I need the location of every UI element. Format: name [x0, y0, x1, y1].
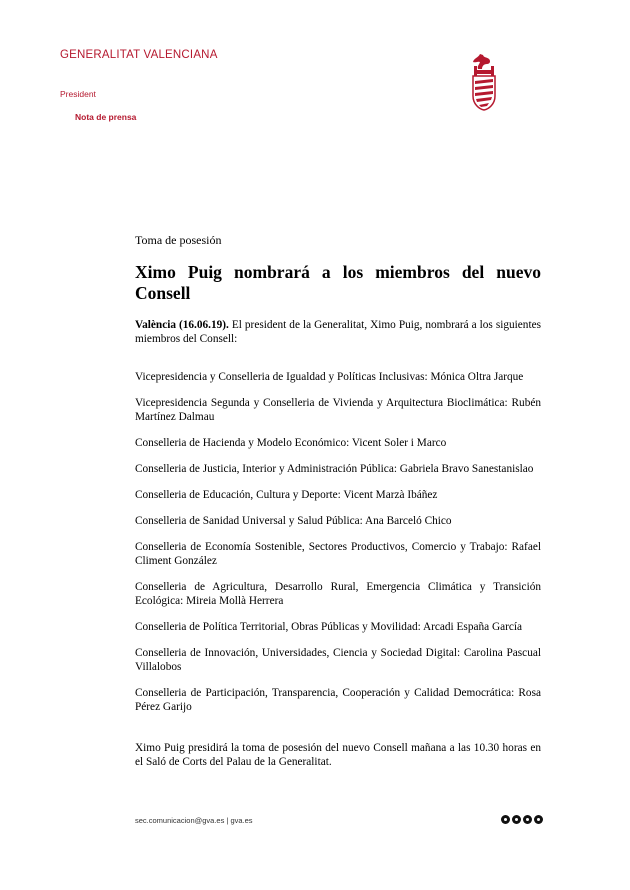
lead-paragraph [135, 318, 541, 346]
twitter-icon[interactable] [501, 815, 510, 824]
department-label: President [60, 89, 96, 99]
appointment-item: Conselleria de Justicia, Interior y Administración Pública: Gabriela Bravo Sanestanislao [135, 463, 534, 475]
appointment-item: Conselleria de Sanidad Universal y Salud Pública: Ana Barceló Chico [135, 515, 452, 527]
footer [135, 815, 543, 829]
appointment-item: Vicepresidencia y Conselleria de Igualdad y Políticas Inclusivas: Mónica Oltra Jarque [135, 371, 524, 383]
social-icons [501, 815, 543, 824]
appointment-item: Conselleria de Educación, Cultura y Deporte: Vicent Marzà Ibáñez [135, 489, 438, 501]
appointment-item: Conselleria de Política Territorial, Obras Públicas y Movilidad: Arcadi España García [135, 621, 523, 633]
organization-name: GENERALITAT VALENCIANA [60, 49, 218, 61]
headline-line-2: Consell [135, 283, 191, 303]
document-type-label: Nota de prensa [75, 112, 137, 122]
footer-contact: sec.comunicacion@gva.es | gva.es [135, 816, 253, 825]
press-release-body [135, 233, 541, 769]
appointment-item: Vicepresidencia Segunda y Conselleria de Vivienda y Arquitectura Bioclimática: Rubén Martínez Dalmau [135, 397, 541, 423]
facebook-icon[interactable] [512, 815, 521, 824]
instagram-icon[interactable] [534, 815, 543, 824]
kicker: Toma de posesión [135, 233, 222, 247]
appointment-item: Conselleria de Participación, Transparencia, Cooperación y Calidad Democrática: Rosa Pérez Garijo [135, 687, 541, 713]
dateline: València (16.06.19). [135, 319, 229, 331]
closing-paragraph: Ximo Puig presidirá la toma de posesión del nuevo Consell mañana a las 10.30 horas en el Saló de Corts del Palau de la Generalitat. [135, 742, 541, 768]
appointment-item: Conselleria de Agricultura, Desarrollo Rural, Emergencia Climática y Transición Ecológica: Mireia Mollà Herrera [135, 581, 541, 607]
coat-of-arms-icon [468, 52, 500, 112]
appointment-item: Conselleria de Hacienda y Modelo Económico: Vicent Soler i Marco [135, 437, 447, 449]
headline [135, 262, 541, 304]
headline-line-1: Ximo Puig nombrará a los miembros del nuevo [135, 262, 541, 282]
appointment-item: Conselleria de Economía Sostenible, Sectores Productivos, Comercio y Trabajo: Rafael Climent González [135, 541, 541, 567]
appointment-item: Conselleria de Innovación, Universidades, Ciencia y Sociedad Digital: Carolina Pascual Villalobos [135, 647, 541, 673]
lead-text: El president de la Generalitat, Ximo Puig, nombrará a los siguientes miembros del Consell: [135, 319, 541, 345]
youtube-icon[interactable] [523, 815, 532, 824]
